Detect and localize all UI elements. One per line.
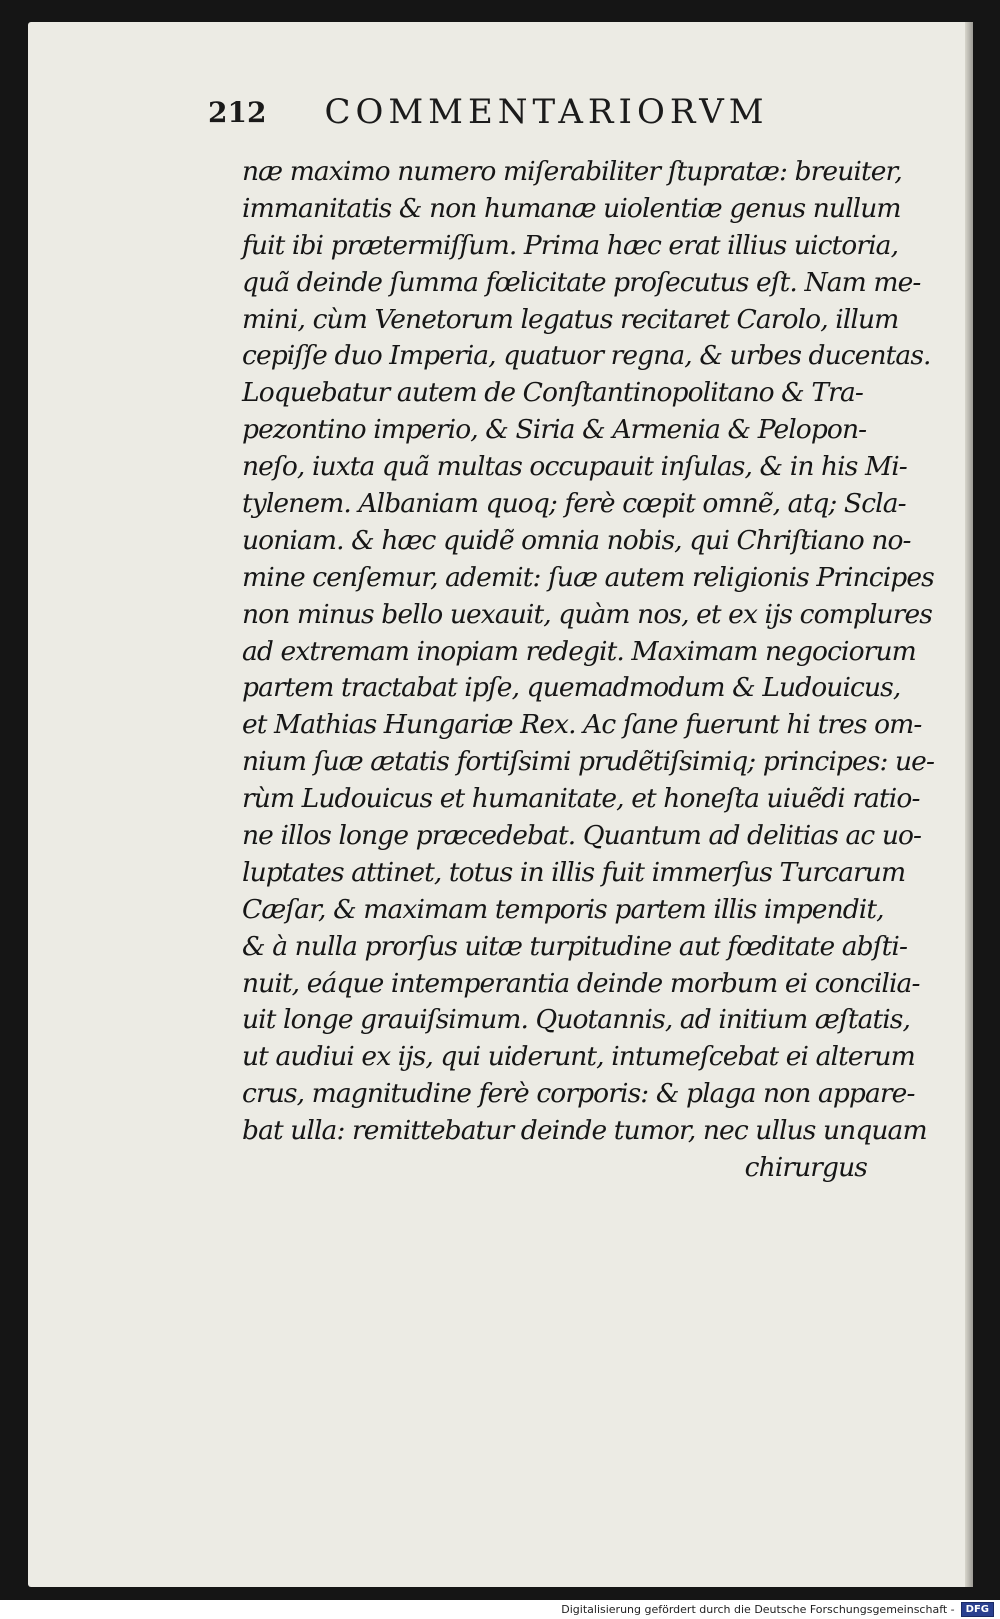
text-line: pezontino imperio, & Siria & Armenia & Pelopon-	[242, 414, 867, 446]
footer-credit-text: Digitalisierung gefördert durch die Deutsche Forschungsgemeinschaft -	[561, 1603, 955, 1616]
text-line: næ maximo numero miſerabiliter ſtupratæ: breuiter,	[242, 156, 902, 187]
text-line: immanitatis & non humanæ uiolentiæ genus nullum	[242, 192, 901, 224]
text-line: nium ſuæ ætatis fortiſsimi prudẽtiſsimiq; principes: ue-	[242, 746, 935, 778]
text-line: ut audiui ex ijs, qui uiderunt, intumeſcebat ei alterum	[242, 1041, 915, 1073]
text-line: Cæſar, & maximam temporis partem illis impendit,	[242, 893, 884, 925]
text-line: et Mathias Hungariæ Rex. Ac ſane fuerunt hi tres om-	[242, 709, 922, 741]
text-line: fuit ibi prætermiſſum. Prima hæc erat illius uictoria,	[242, 229, 899, 261]
digitization-footer	[0, 1600, 1000, 1619]
text-line: mine cenſemur, ademit: ſuæ autem religionis Principes	[242, 561, 934, 593]
page-header	[208, 82, 848, 142]
text-line: ad extremam inopiam redegit. Maximam negociorum	[242, 635, 916, 667]
text-line: non minus bello uexauit, quàm nos, et ex ijs complures	[242, 598, 932, 630]
catchword: chirurgus	[744, 1152, 867, 1184]
page-edge	[965, 22, 973, 1587]
dfg-logo: DFG	[961, 1602, 994, 1617]
text-line: mini, cùm Venetorum legatus recitaret Carolo, illum	[242, 303, 899, 335]
text-line: uoniam. & hæc quidẽ omnia nobis, qui Chriſtiano no-	[242, 524, 911, 556]
text-line: quã deinde ſumma fœlicitate proſecutus eſt. Nam me-	[242, 266, 921, 298]
body-text	[242, 154, 935, 1187]
text-line: bat ulla: remittebatur deinde tumor, nec ullus unquam	[242, 1115, 927, 1147]
running-head: COMMENTARIORVM	[324, 92, 769, 132]
text-line: uit longe grauiſsimum. Quotannis, ad initium æſtatis,	[242, 1004, 911, 1036]
text-line: neſo, iuxta quã multas occupauit inſulas, & in his Mi-	[242, 451, 907, 483]
text-line: rùm Ludouicus et humanitate, et honeſta uiuẽdi ratio-	[242, 783, 920, 815]
text-line: nuit, eáque intemperantia deinde morbum ei concilia-	[242, 967, 920, 999]
text-line: Loquebatur autem de Conſtantinopolitano & Tra-	[242, 377, 863, 409]
text-line: partem tractabat ipſe, quemadmodum & Ludouicus,	[242, 672, 901, 704]
text-line: tylenem. Albaniam quoq; ferè cœpit omnẽ, atq; Scla-	[242, 488, 906, 520]
page-number: 212	[208, 95, 267, 129]
text-line: ne illos longe præcedebat. Quantum ad delitias ac uo-	[242, 820, 922, 852]
text-line: cepiſſe duo Imperia, quatuor regna, & urbes ducentas.	[242, 340, 931, 372]
text-line: luptates attinet, totus in illis fuit immerſus Turcarum	[242, 856, 906, 888]
text-line: crus, magnitudine ferè corporis: & plaga non appare-	[242, 1078, 915, 1110]
text-line: & à nulla prorſus uitæ turpitudine aut fœditate abſti-	[242, 930, 908, 962]
